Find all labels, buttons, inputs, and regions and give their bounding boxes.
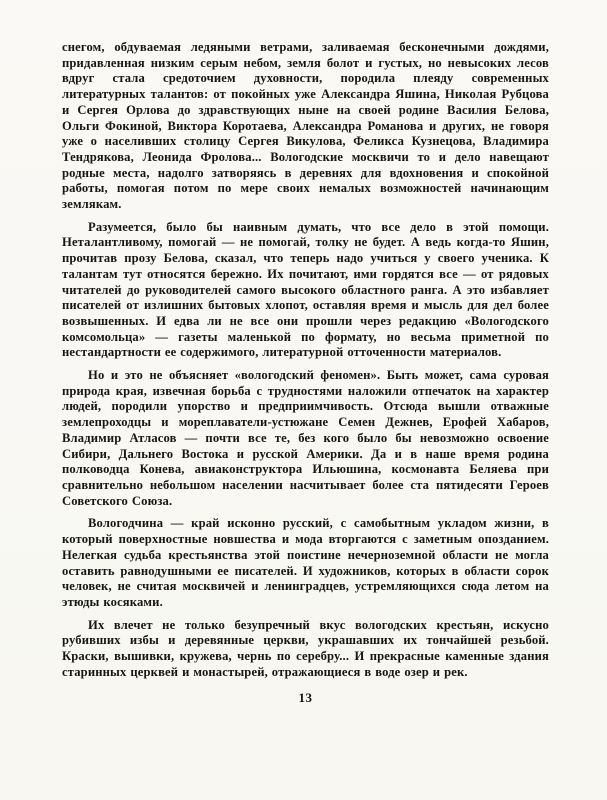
paragraph-1: снегом, обдуваемая ледяными ветрами, заливаемая бесконечными дождями, придавленная низким серым небом, земля болот и густых, но невысоких лесов вдруг стала средоточием духовности, породила плеяду современных литературных талантов: от покойных уже Александра Яшина, Николая Рубцова и Сергея Орлова до здравствующих ныне на своей родине Василия Белова, Ольги Фокиной, Виктора Коротаева, Александра Романова и других, не говоря уже о населивших столицу Сергея Викулова, Феликса Кузнецова, Владимира Тендрякова, Леонида Фролова... Вологодские москвичи то и дело навещают родные места, надолго затворяясь в деревнях для вдохновения и спокойной работы, помогая потом по мере своих немалых возможностей начинающим землякам. <box>62 40 549 212</box>
paragraph-2: Разумеется, было бы наивным думать, что все дело в этой помощи. Неталантливому, помогай — не помогай, толку не будет. А ведь когда-то Яшин, прочитав прозу Белова, сказал, что теперь надо учиться у своего ученика. К талантам тут относятся бережно. Их почитают, ими гордятся все — от рядовых читателей до руководителей самого высокого областного ранга. А это избавляет писателей от излишних бытовых хлопот, оставляя время и мысль для дел более возвышенных. И едва ли не все они прошли через редакцию «Вологодского комсомольца» — газеты маленькой по формату, но весьма приметной по нестандартности ее содержимого, литературной отточенности материалов. <box>62 219 549 360</box>
paragraph-3: Но и это не объясняет «вологодский феномен». Быть может, сама суровая природа края, извечная борьба с трудностями наложили отпечаток на характер людей, породили упорство и предприимчивость. Отсюда вышли отважные землепроходцы и мореплаватели-устюжане Семен Дежнев, Ерофей Хабаров, Владимир Атласов — почти все те, без кого было бы невозможно освоение Сибири, Дальнего Востока и русской Америки. Да и в наше время родина полководца Конева, авиаконструктора Ильюшина, космонавта Беляева при сравнительно небольшом населении насчитывает более ста пятидесяти Героев Советского Союза. <box>62 368 549 508</box>
paragraph-4: Вологодчина — край исконно русский, с самобытным укладом жизни, в который поверхностные новшества и мода вторгаются с заметным опозданием. Нелегкая судьба крестьянства этой поистине нечерноземной области не могла оставить равнодушными ее писателей. И художников, которых в области сорок человек, не считая москвичей и ленинградцев, устремляющихся сюда летом на этюды косяками. <box>62 516 549 609</box>
text-block <box>62 40 549 680</box>
paragraph-5: Их влечет не только безупречный вкус вологодских крестьян, искусно рубивших избы и деревянные церкви, украшавших их тончайшей резьбой. Краски, вышивки, кружева, чернь по серебру... И прекрасные каменные здания старинных церквей и монастырей, отражающиеся в воде озер и рек. <box>62 617 549 679</box>
page-number: 13 <box>298 690 313 706</box>
